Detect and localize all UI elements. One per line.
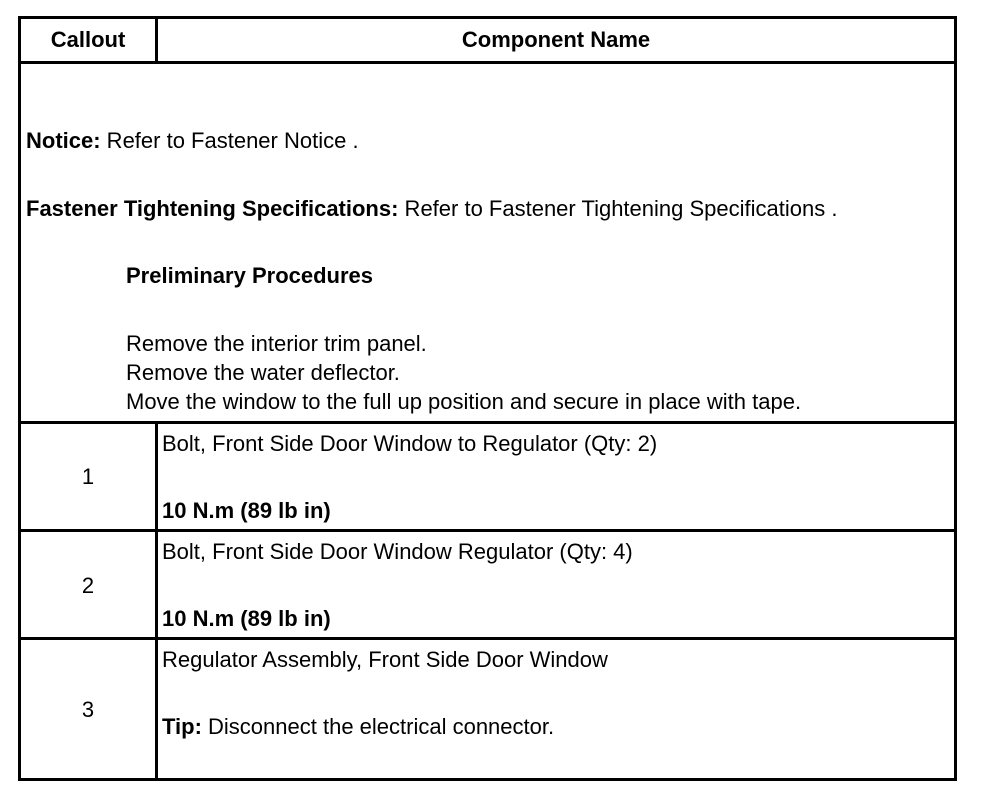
row-divider: [21, 529, 954, 532]
tip-text: Disconnect the electrical connector.: [201, 714, 555, 739]
component-name-column-header: [158, 19, 954, 61]
component-name: Bolt, Front Side Door Window Regulator (Qty: 4): [162, 539, 633, 564]
row-divider: [21, 637, 954, 640]
preliminary-step: Remove the water deflector.: [126, 360, 400, 385]
notice-line: [26, 127, 359, 155]
tip-line: [162, 713, 554, 741]
notice-label: Notice:: [26, 128, 101, 153]
fastener-spec-line: [26, 195, 837, 223]
torque-spec: 10 N.m (89 lb in): [162, 498, 331, 523]
data-column-divider: [155, 421, 158, 778]
component-name-header-label: Component Name: [461, 27, 651, 52]
callout-column-header: [21, 19, 155, 61]
component-name: Bolt, Front Side Door Window to Regulator (Qty: 2): [162, 431, 658, 456]
header-divider: [21, 61, 954, 64]
component-name: Regulator Assembly, Front Side Door Window: [162, 647, 608, 672]
preliminary-step: Remove the interior trim panel.: [126, 331, 427, 356]
preliminary-procedures-heading: Preliminary Procedures: [126, 263, 374, 288]
callout-header-label: Callout: [50, 27, 126, 52]
tip-label: Tip:: [162, 714, 202, 739]
fastener-spec-label: Fastener Tightening Specifications:: [26, 196, 399, 221]
notice-text: Refer to Fastener Notice .: [100, 128, 359, 153]
procedure-table: [18, 16, 957, 781]
intro-divider: [21, 421, 954, 424]
fastener-spec-text: Refer to Fastener Tightening Specifications .: [398, 196, 838, 221]
callout-number: 1: [81, 464, 95, 489]
callout-number: 3: [81, 697, 95, 722]
torque-spec: 10 N.m (89 lb in): [162, 606, 331, 631]
preliminary-step: Move the window to the full up position and secure in place with tape.: [126, 389, 802, 414]
callout-number: 2: [81, 573, 95, 598]
header-column-divider: [155, 19, 158, 61]
